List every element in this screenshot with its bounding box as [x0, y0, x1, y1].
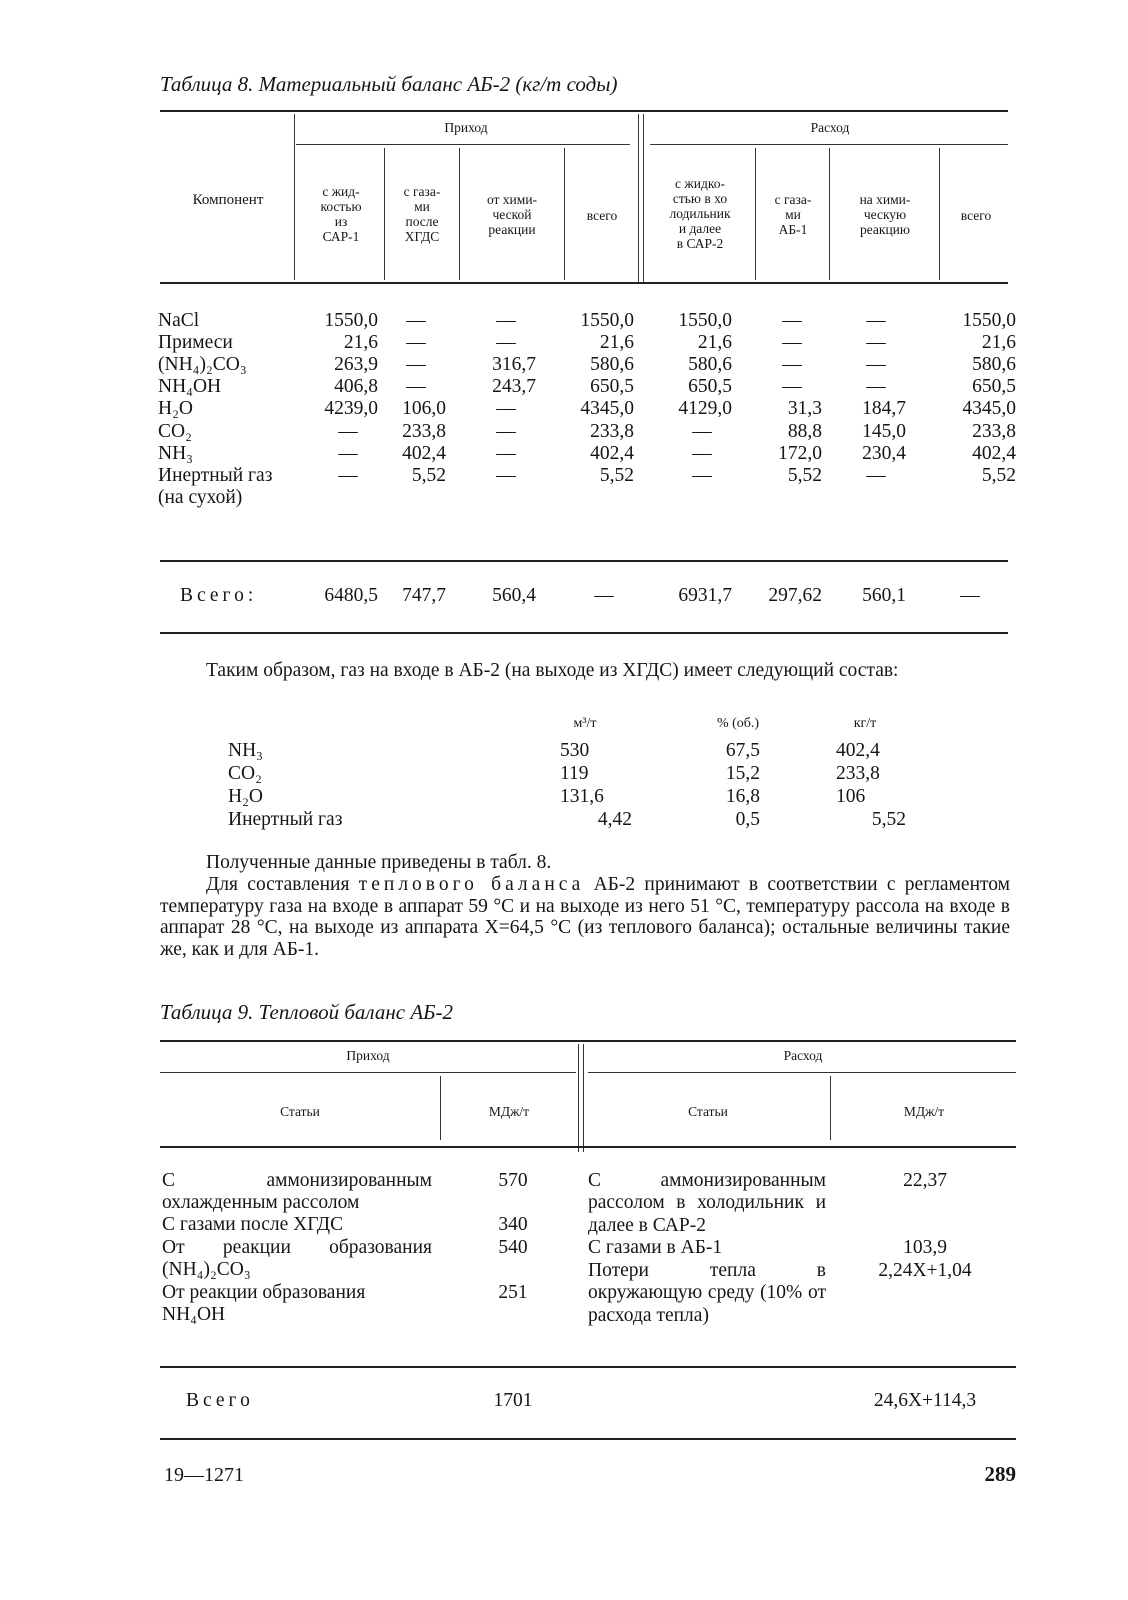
table9-total-label: Всего — [186, 1390, 254, 1411]
gas-row-name: NH₃ — [228, 740, 263, 761]
table8-cell: — — [496, 421, 516, 442]
table8-cell: 230,4 — [862, 443, 906, 464]
table8-vrule — [294, 114, 295, 280]
table8-cell: — — [782, 332, 802, 353]
table8-cell: 402,4 — [590, 443, 634, 464]
table8-total-rule — [160, 560, 1008, 562]
gas-cell: 119 — [560, 763, 589, 784]
table8-cell: 5,52 — [411, 465, 446, 486]
table8-cell: 106,0 — [402, 398, 446, 419]
table8-cell: — — [406, 354, 426, 375]
table8-cell: 21,6 — [981, 332, 1016, 353]
table9-bottom-rule — [160, 1438, 1016, 1440]
table8-cell: — — [866, 310, 886, 331]
table8-cell: 580,6 — [972, 354, 1016, 375]
footer-signature: 19—1271 — [164, 1464, 244, 1486]
table8-row-name: NaCl — [158, 310, 200, 331]
table8-cell: — — [496, 443, 516, 464]
table8-total-cell: 560,4 — [492, 585, 536, 606]
table8-cell: 1550,0 — [962, 310, 1016, 331]
table8-cell: 233,8 — [402, 421, 446, 442]
table8-total-cell: 747,7 — [402, 585, 446, 606]
table9-group-out-rule — [588, 1072, 1016, 1073]
table8-col-in-total: всего — [586, 208, 618, 223]
table8-vrule — [829, 148, 830, 280]
table8-group-in: Приход — [444, 120, 488, 135]
table8-cell: 5,52 — [981, 465, 1016, 486]
table8-total-cell: — — [594, 585, 614, 606]
table9-in-value: 251 — [498, 1282, 528, 1303]
table8-cell: 172,0 — [778, 443, 822, 464]
gas-cell: 131,6 — [560, 786, 604, 807]
table8-cell: — — [866, 332, 886, 353]
table9-total-out: 24,6X+114,3 — [873, 1390, 977, 1411]
table9-in-item: От реакции образования (NH₄)₂CO₃ — [162, 1237, 432, 1281]
table9-top-rule — [160, 1040, 1016, 1042]
table9-col-items-out: Статьи — [688, 1104, 728, 1119]
table9-total-in: 1701 — [493, 1390, 533, 1411]
para3-emphasis: теплового баланса — [358, 874, 585, 895]
table8-col-out-liquid: с жидко- стью в хо лодильник и далее в САР-2 — [669, 176, 731, 251]
gas-col-percent: % (об.) — [716, 716, 760, 731]
table8-row-name: (NH₄)₂CO₃ — [158, 354, 247, 375]
table8-cell: 5,52 — [787, 465, 822, 486]
table8-cell: — — [866, 465, 886, 486]
table8-cell: 21,6 — [697, 332, 732, 353]
table8-group-in-rule — [296, 144, 630, 145]
paragraph-gas-intro: Таким образом, газ на входе в АБ-2 (на выходе из ХГДС) имеет следующий состав: — [206, 660, 899, 681]
table8-row-name: H₂O — [158, 398, 193, 419]
table8-cell: — — [782, 376, 802, 397]
gas-cell: 16,8 — [725, 786, 760, 807]
table9-in-item: С аммонизированным охлажденным рассолом — [162, 1170, 432, 1214]
table8-cell: — — [338, 465, 358, 486]
table9-out-value: 2,24X+1,04 — [878, 1260, 972, 1281]
table8-cell: — — [338, 443, 358, 464]
table8-top-rule — [160, 110, 1008, 112]
table8-row-name: NH₃ — [158, 443, 193, 464]
table8-row-name: CO₂ — [158, 421, 192, 442]
paragraph-data-ref: Полученные данные приведены в табл. 8. — [206, 852, 552, 873]
table8-row-name: NH₄OH — [158, 376, 222, 397]
table8-row-name: Примеси — [158, 332, 233, 353]
table9-in-item: С газами после ХГДС — [162, 1214, 344, 1235]
table8-cell: — — [496, 310, 516, 331]
gas-row-name: H₂O — [228, 786, 263, 807]
table9-out-item: С аммонизированным рассолом в холодильник и далее в САР-2 — [588, 1170, 826, 1236]
table9-out-value: 103,9 — [903, 1237, 947, 1258]
table8-group-out: Расход — [810, 120, 850, 135]
table8-cell: 145,0 — [862, 421, 906, 442]
table8-cell: — — [692, 421, 712, 442]
table9-in-value: 340 — [498, 1214, 528, 1235]
table8-cell: — — [406, 332, 426, 353]
gas-cell: 530 — [560, 740, 590, 761]
gas-row-name: Инертный газ — [228, 809, 343, 830]
table8-cell: — — [496, 398, 516, 419]
table9-col-unit-in: МДж/т — [488, 1104, 530, 1119]
table8-cell: — — [496, 465, 516, 486]
table9-out-item: Потери тепла в окружающую среду (10% от расхода тепла) — [588, 1260, 826, 1326]
table8-total-label: Всего: — [180, 585, 258, 606]
table8-cell: — — [866, 376, 886, 397]
table9-vrule — [440, 1076, 441, 1140]
table8-cell: 4345,0 — [962, 398, 1016, 419]
table9-in-value: 570 — [498, 1170, 528, 1191]
table8-cell: — — [406, 310, 426, 331]
table8-cell: 21,6 — [599, 332, 634, 353]
gas-cell: 0,5 — [735, 809, 760, 830]
para3-start: Для составления — [206, 874, 359, 895]
table9-header-rule — [160, 1146, 1016, 1148]
gas-cell: 106 — [836, 786, 866, 807]
table8-col-out-reaction: на хими- ческую реакцию — [859, 192, 911, 237]
table8-cell: 243,7 — [492, 376, 536, 397]
gas-cell: 5,52 — [871, 809, 906, 830]
table8-vrule — [643, 114, 644, 284]
table8-cell: 263,9 — [334, 354, 378, 375]
table8-cell: 88,8 — [787, 421, 822, 442]
table8-bottom-rule — [160, 632, 1008, 634]
table9-in-item: От реакции образования NH₄OH — [162, 1282, 366, 1326]
table8-vrule — [638, 114, 639, 284]
table8-cell: 1550,0 — [580, 310, 634, 331]
table9-total-rule — [160, 1366, 1016, 1368]
table8-cell: — — [496, 332, 516, 353]
table9-in-value: 540 — [498, 1237, 528, 1258]
table8-cell: — — [782, 354, 802, 375]
gas-row-name: CO₂ — [228, 763, 262, 784]
table8-cell: 21,6 — [343, 332, 378, 353]
table9-out-item: С газами в АБ-1 — [588, 1237, 723, 1258]
table8-cell: 402,4 — [972, 443, 1016, 464]
table8-group-out-rule — [650, 144, 1008, 145]
table8-total-cell: 560,1 — [862, 585, 906, 606]
table8-cell: 4239,0 — [324, 398, 378, 419]
table8-caption: Таблица 8. Материальный баланс АБ-2 (кг/т соды) — [160, 72, 618, 96]
table8-cell: 1550,0 — [324, 310, 378, 331]
table8-cell: 650,5 — [688, 376, 732, 397]
table8-cell: 402,4 — [402, 443, 446, 464]
gas-cell: 233,8 — [836, 763, 880, 784]
table8-total-cell: 297,62 — [768, 585, 822, 606]
table8-vrule — [564, 148, 565, 280]
table9-col-items-in: Статьи — [280, 1104, 320, 1119]
table8-cell: 650,5 — [972, 376, 1016, 397]
table8-cell: 5,52 — [599, 465, 634, 486]
table8-col-in-liquid: с жид- костью из САР-1 — [320, 184, 362, 244]
table9-out-value: 22,37 — [903, 1170, 947, 1191]
table9-vrule — [583, 1044, 584, 1152]
table8-cell: 316,7 — [492, 354, 536, 375]
table8-vrule — [459, 148, 460, 280]
table9-group-in: Приход — [346, 1048, 390, 1063]
table8-cell: 4129,0 — [678, 398, 732, 419]
table8-cell: — — [782, 310, 802, 331]
gas-cell: 67,5 — [725, 740, 760, 761]
table9-caption: Таблица 9. Тепловой баланс АБ-2 — [160, 1000, 454, 1024]
gas-col-kg: кг/т — [853, 716, 877, 731]
table8-cell: 184,7 — [862, 398, 906, 419]
table8-col-in-gas: с газа- ми после ХГДС — [403, 184, 441, 244]
table8-cell: 31,3 — [787, 398, 822, 419]
table8-cell: 233,8 — [972, 421, 1016, 442]
table8-cell: 406,8 — [334, 376, 378, 397]
table8-header-rule — [160, 282, 1008, 284]
table8-total-cell: 6931,7 — [678, 585, 732, 606]
table8-cell: — — [406, 376, 426, 397]
table9-vrule — [830, 1076, 831, 1140]
gas-cell: 15,2 — [725, 763, 760, 784]
table8-cell: 4345,0 — [580, 398, 634, 419]
table8-cell: 580,6 — [590, 354, 634, 375]
table8-vrule — [755, 148, 756, 280]
table9-group-in-rule — [160, 1072, 576, 1073]
table8-cell: 650,5 — [590, 376, 634, 397]
table8-cell: — — [692, 443, 712, 464]
table8-col-in-reaction: от хими- ческой реакции — [486, 192, 538, 237]
table8-cell: 580,6 — [688, 354, 732, 375]
gas-cell: 402,4 — [836, 740, 880, 761]
table8-vrule — [939, 148, 940, 280]
table8-col-out-gas: с газа- ми АБ-1 — [774, 192, 812, 237]
table8-row-name: Инертный газ (на сухой) — [158, 465, 273, 509]
table9-group-out: Расход — [783, 1048, 823, 1063]
table8-cell: 1550,0 — [678, 310, 732, 331]
table8-cell: — — [338, 421, 358, 442]
page-number: 289 — [984, 1462, 1016, 1486]
table8-total-cell: — — [960, 585, 980, 606]
table9-vrule — [578, 1044, 579, 1152]
table9-col-unit-out: МДж/т — [903, 1104, 945, 1119]
table8-total-cell: 6480,5 — [324, 585, 378, 606]
gas-cell: 4,42 — [597, 809, 632, 830]
paragraph-heat-balance — [160, 874, 1010, 960]
table8-col-component: Компонент — [192, 192, 264, 208]
table8-cell: — — [692, 465, 712, 486]
para3-end: АБ-2 принимают в соответствии с регламентом температуру газа на входе в аппарат 59 °С и на выходе из него 51 °С, температуру рассола на входе в аппарат 28 °С, на выходе из аппарата X=64,5 °С (из теплового баланса); остальные величины такие же, как и для АБ-1. — [160, 874, 1010, 960]
gas-col-m3: м³/т — [573, 716, 597, 731]
table8-cell: 233,8 — [590, 421, 634, 442]
table8-col-out-total: всего — [960, 208, 992, 223]
table8-vrule — [384, 148, 385, 280]
table8-cell: — — [866, 354, 886, 375]
